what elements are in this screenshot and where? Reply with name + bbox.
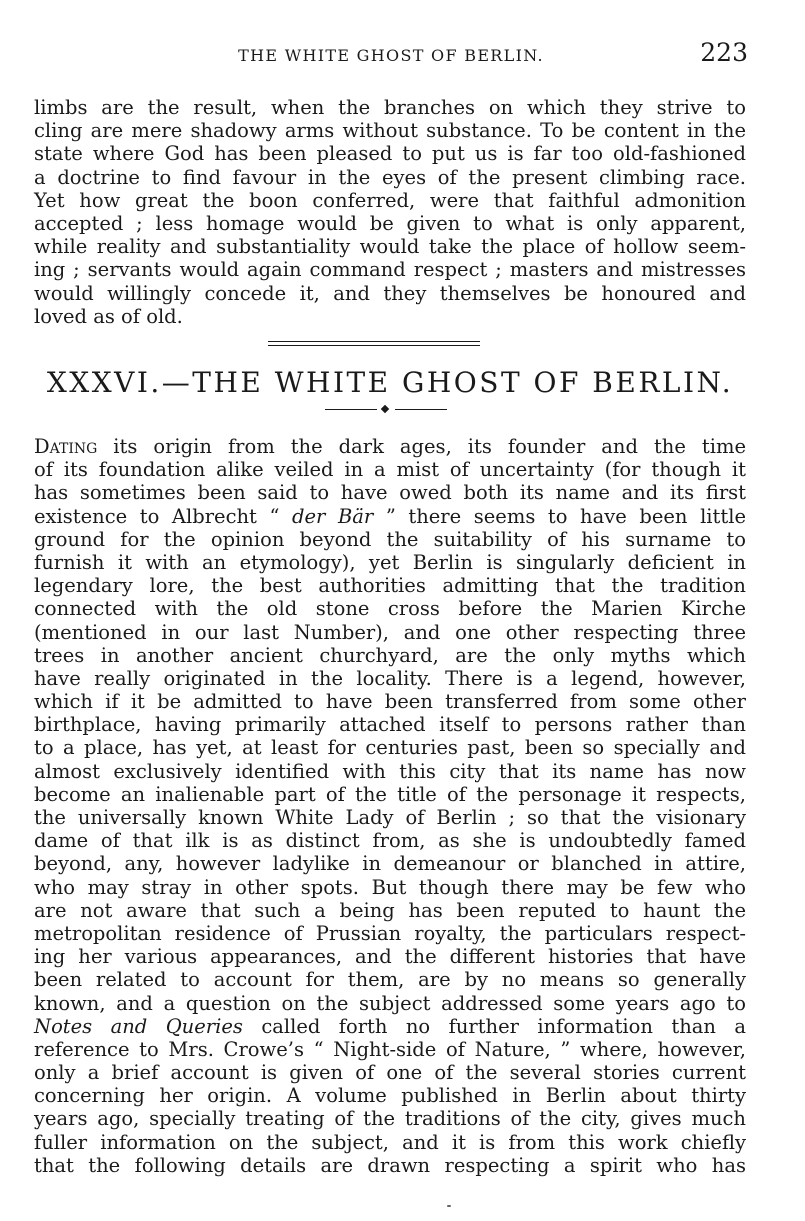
chapter-body xyxy=(34,435,746,1177)
text-line: dame of that ilk is as distinct from, as she is undoubtedly famed xyxy=(34,829,746,853)
rule-line xyxy=(268,341,480,342)
line-text: existence to Albrecht “ xyxy=(34,504,293,528)
text-line: Yet how great the boon conferred, were that faithful admonition xyxy=(34,188,746,212)
text-line: have really originated in the locality. There is a legend, however, xyxy=(34,666,746,690)
text-line: has sometimes been said to have owed both its name and its first xyxy=(34,481,746,505)
text-line: the universally known White Lady of Berlin ; so that the visionary xyxy=(34,806,746,829)
text-line: connected with the old stone cross before the Marien Kirche xyxy=(34,597,746,621)
text-line: known, and a question on the subject addressed some years ago to xyxy=(34,991,746,1015)
double-rule-divider xyxy=(268,341,480,347)
chapter-heading: XXXVI.—THE WHITE GHOST OF BERLIN. xyxy=(46,366,734,399)
text-line: cling are mere shadowy arms without substance. To be content in the xyxy=(34,119,746,143)
text-line: metropolitan residence of Prussian royalty, the particulars respect- xyxy=(34,921,746,945)
line-text: its origin from the dark ages, its founder and the time xyxy=(97,435,746,458)
text-line: been related to account for them, are by no means so generally xyxy=(34,968,746,992)
text-line: reference to Mrs. Crowe’s “ Night-side of Nature, ” where, however, xyxy=(34,1037,746,1061)
rule-line xyxy=(268,345,480,346)
text-line: accepted ; less homage would be given to what is only apparent, xyxy=(34,211,746,235)
text-line: become an inalienable part of the title of the personage it respects, xyxy=(34,782,746,806)
text-line: years ago, specially treating of the traditions of the city, gives much xyxy=(34,1107,746,1131)
rule-line xyxy=(325,409,377,410)
line-text: ” there seems to have been little xyxy=(373,504,746,528)
text-line: that the following details are drawn respecting a spirit who has xyxy=(34,1153,746,1177)
text-line: ing her various appearances, and the different histories that have xyxy=(34,945,746,969)
text-line: who may stray in other spots. But though there may be few who xyxy=(34,875,746,899)
text-line: are not aware that such a being has been reputed to haunt the xyxy=(34,898,746,922)
text-line: (mentioned in our last Number), and one other respecting three xyxy=(34,620,746,644)
print-mark xyxy=(447,1205,451,1207)
text-line: while reality and substantiality would take the place of hollow seem- xyxy=(34,235,746,259)
text-line: would willingly concede it, and they themselves be honoured and xyxy=(34,281,746,305)
text-line: which if it be admitted to have been transferred from some other xyxy=(34,690,746,714)
text-line: limbs are the result, when the branches on which they strive to xyxy=(34,96,746,119)
page-number: 223 xyxy=(700,38,748,67)
text-line xyxy=(34,505,746,528)
continued-paragraph xyxy=(34,96,746,328)
text-line: ground for the opinion beyond the suitability of his surname to xyxy=(34,527,746,551)
text-line: birthplace, having primarily attached itself to persons rather than xyxy=(34,713,746,737)
lead-word: Dating xyxy=(34,435,98,458)
text-line: of its foundation alike veiled in a mist of uncertainty (for though it xyxy=(34,458,746,482)
text-line: ing ; servants would again command respect ; masters and mistresses xyxy=(34,258,746,282)
text-line: concerning her origin. A volume published in Berlin about thirty xyxy=(34,1084,746,1108)
running-title: THE WHITE GHOST OF BERLIN. xyxy=(238,46,544,65)
text-line: loved as of old. xyxy=(34,304,183,328)
text-line: fuller information on the subject, and it is from this work chiefly xyxy=(34,1130,746,1154)
text-line: almost exclusively identified with this city that its name has now xyxy=(34,759,746,783)
diamond-ornament-icon xyxy=(381,405,389,413)
italic-phrase: der Bär xyxy=(292,504,374,528)
ornament-divider xyxy=(325,405,447,415)
text-line: a doctrine to find favour in the eyes of the present climbing race. xyxy=(34,165,746,189)
line-text: called forth no further information than a xyxy=(242,1014,746,1038)
text-line xyxy=(34,435,746,458)
text-line: only a brief account is given of one of the several stories current xyxy=(34,1061,746,1085)
running-head xyxy=(34,38,748,72)
text-line: furnish it with an etymology), yet Berlin is singularly deficient in xyxy=(34,550,746,574)
text-line: state where God has been pleased to put us is far too old-fashioned xyxy=(34,142,746,166)
text-line: to a place, has yet, at least for centuries past, been so specially and xyxy=(34,736,746,760)
text-line xyxy=(34,1015,746,1038)
text-line: beyond, any, however ladylike in demeanour or blanched in attire, xyxy=(34,852,746,876)
rule-line xyxy=(395,409,447,410)
italic-phrase: Notes and Queries xyxy=(34,1014,243,1038)
text-line: legendary lore, the best authorities admitting that the tradition xyxy=(34,574,746,598)
text-line: trees in another ancient churchyard, are the only myths which xyxy=(34,643,746,667)
